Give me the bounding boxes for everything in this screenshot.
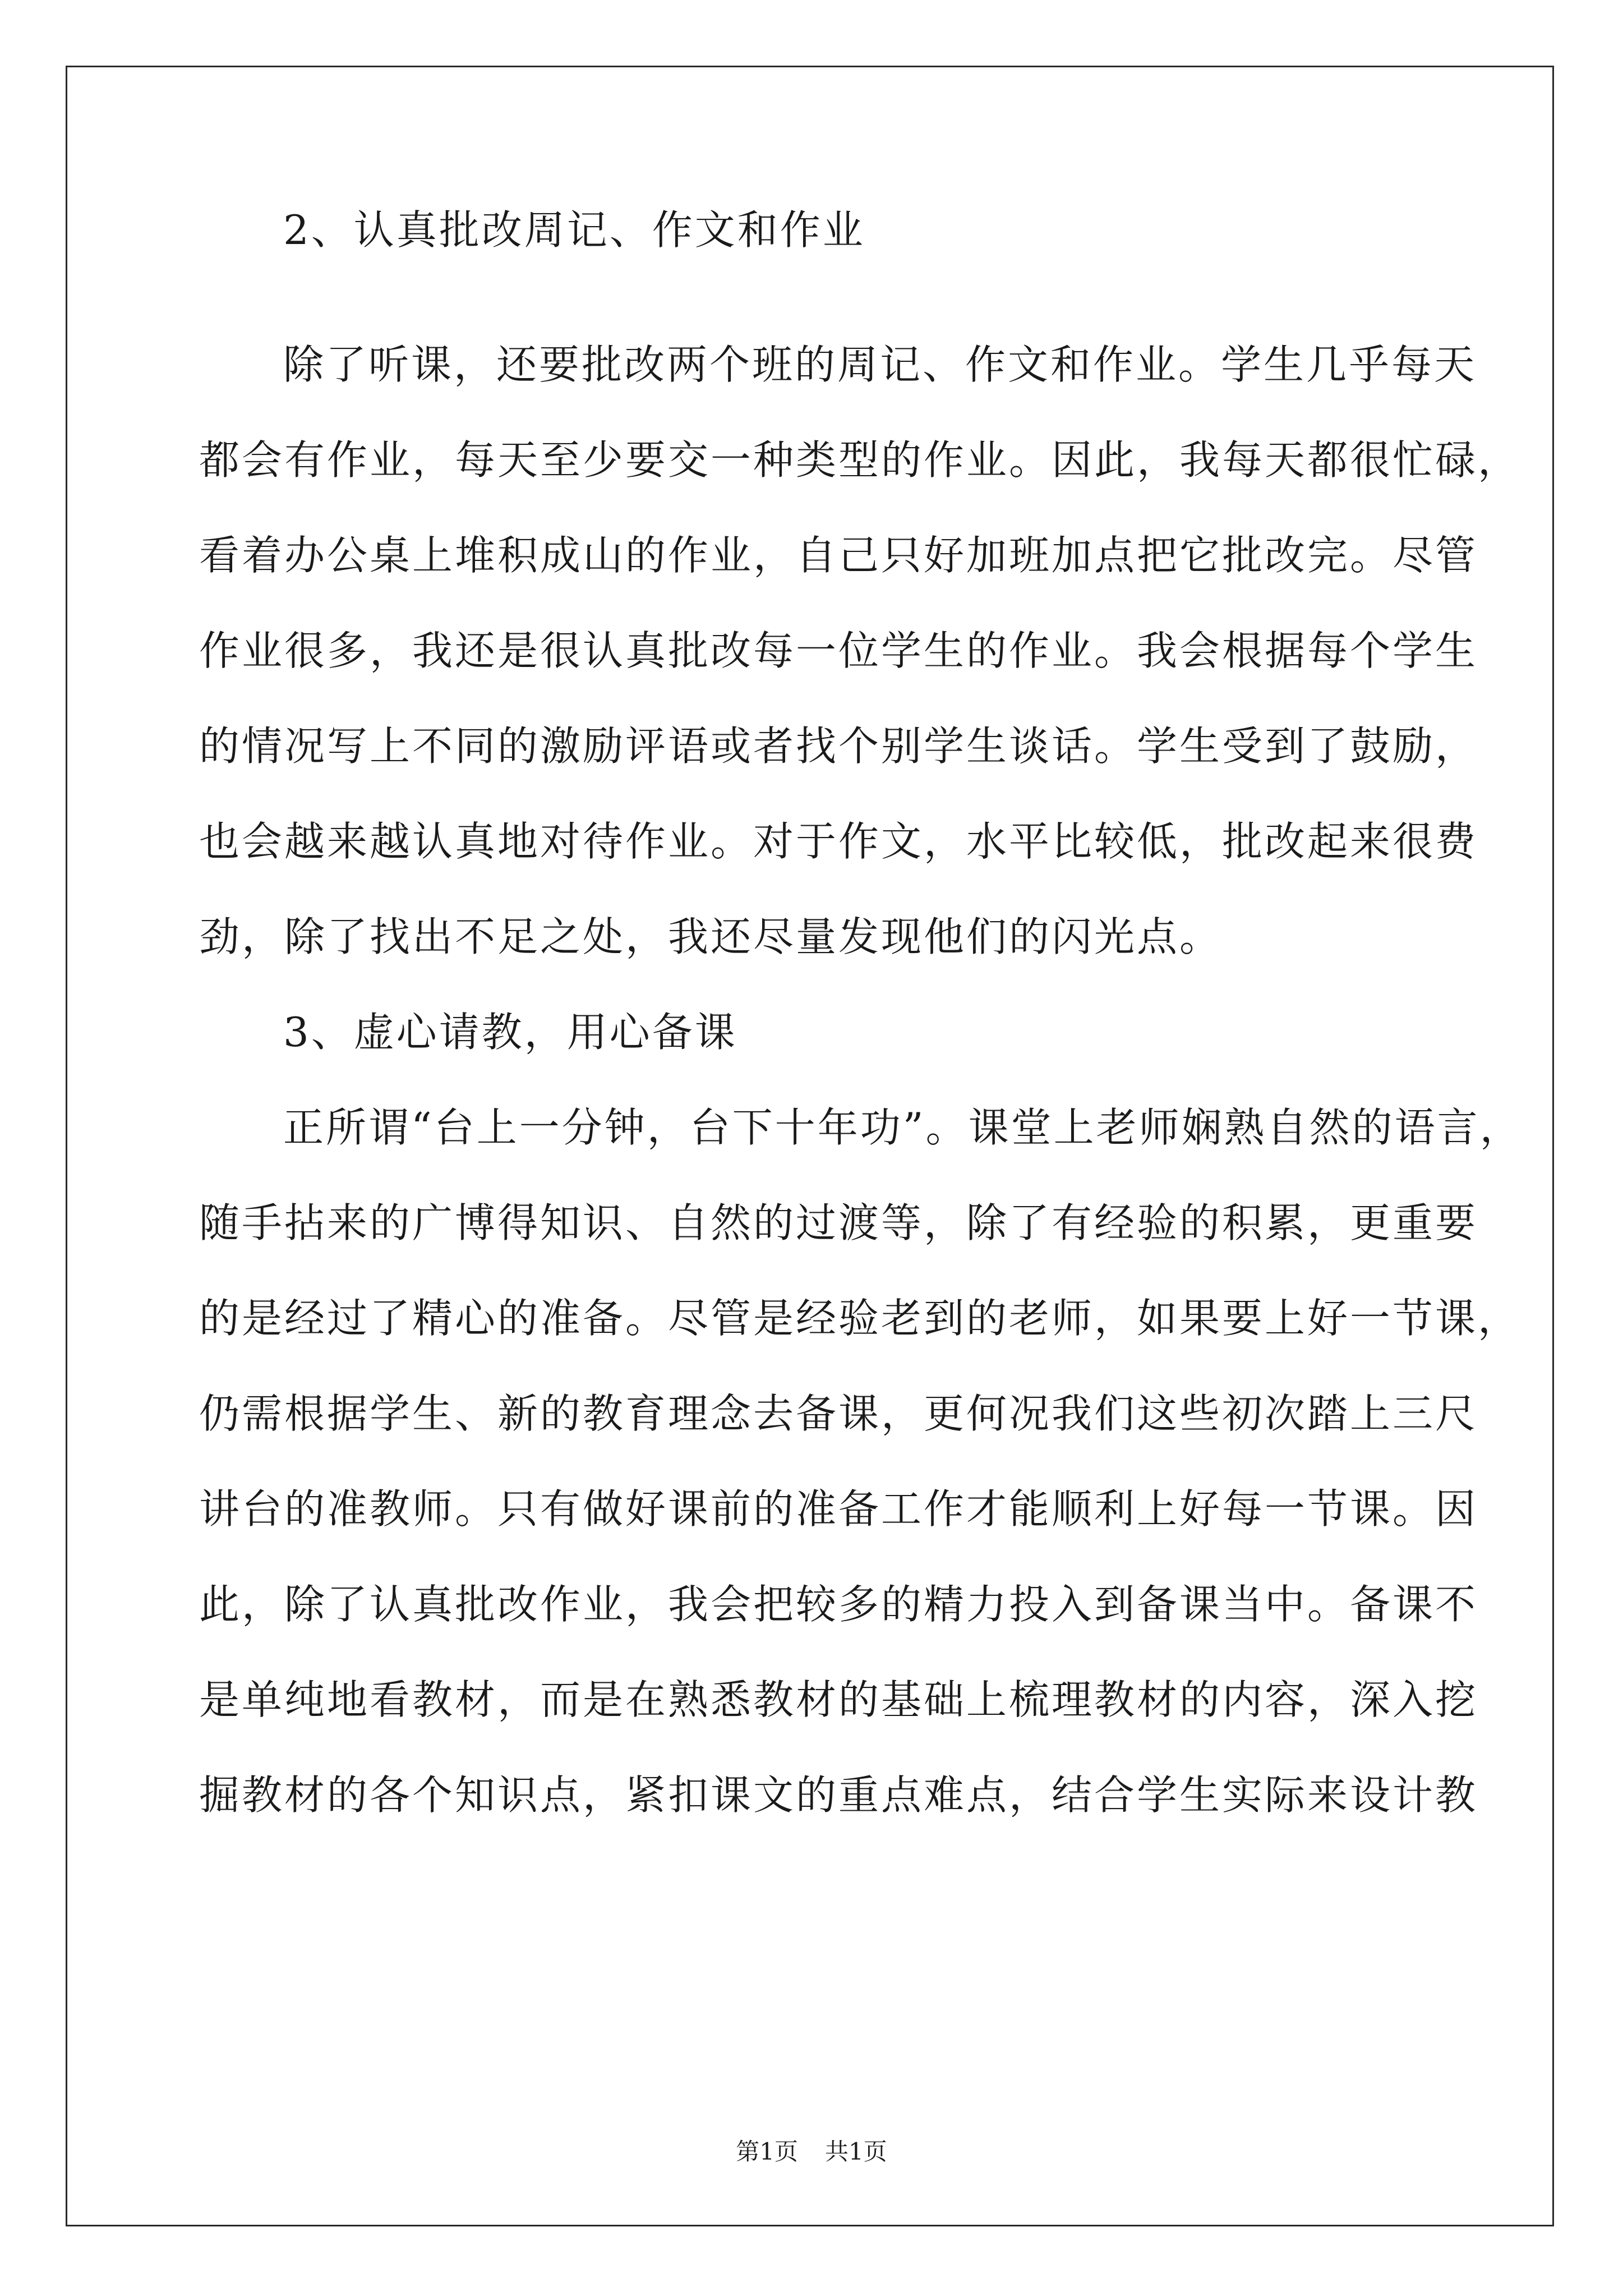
page-number: 第1页 (736, 2138, 798, 2165)
paragraph-line: 的情况写上不同的激励评语或者找个别学生谈话。学生受到了鼓励， (199, 723, 1478, 770)
paragraph-line: 作业很多，我还是很认真批改每一位学生的作业。我会根据每个学生 (199, 627, 1478, 674)
section-heading: 2、认真批改周记、作文和作业 (283, 206, 865, 254)
paragraph-line: 掘教材的各个知识点，紧扣课文的重点难点，结合学生实际来设计教 (199, 1772, 1478, 1819)
paragraph-line: 此，除了认真批改作业，我会把较多的精力投入到备课当中。备课不 (199, 1581, 1478, 1628)
paragraph-line: 讲台的准教师。只有做好课前的准备工作才能顺利上好每一节课。因 (199, 1485, 1478, 1533)
paragraph-line: 仍需根据学生、新的教育理念去备课，更何况我们这些初次踏上三尺 (199, 1390, 1478, 1437)
page-footer (0, 2136, 1623, 2168)
paragraph-line: 看着办公桌上堆积成山的作业，自己只好加班加点把它批改完。尽管 (199, 532, 1478, 579)
section-heading: 3、虚心请教，用心备课 (283, 1009, 737, 1056)
paragraph-line: 都会有作业，每天至少要交一种类型的作业。因此，我每天都很忙碌， (199, 436, 1521, 484)
paragraph-line: 正所谓“台上一分钟，台下十年功”。课堂上老师娴熟自然的语言， (283, 1104, 1523, 1151)
paragraph-line: 除了听课，还要批改两个班的周记、作文和作业。学生几乎每天 (283, 341, 1477, 388)
paragraph-line: 劲，除了找出不足之处，我还尽量发现他们的闪光点。 (199, 913, 1223, 960)
page-total: 共1页 (825, 2138, 887, 2165)
paragraph-line: 的是经过了精心的准备。尽管是经验老到的老师，如果要上好一节课， (199, 1295, 1521, 1342)
paragraph-line: 也会越来越认真地对待作业。对于作文，水平比较低，批改起来很费 (199, 818, 1478, 865)
paragraph-line: 随手拈来的广博得知识、自然的过渡等，除了有经验的积累，更重要 (199, 1199, 1478, 1246)
paragraph-line: 是单纯地看教材，而是在熟悉教材的基础上梳理教材的内容，深入挖 (199, 1676, 1478, 1723)
